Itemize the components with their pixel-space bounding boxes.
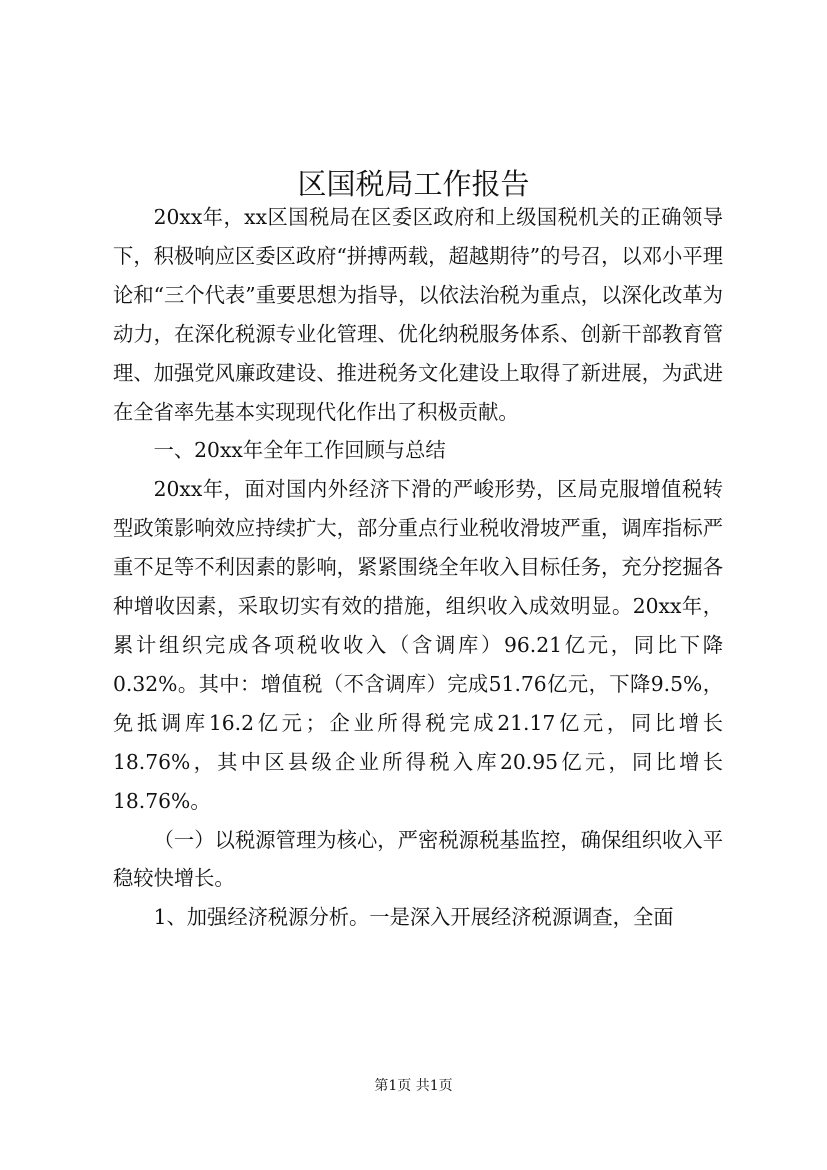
document-title: 区国税局工作报告 [297,167,530,202]
page-footer: 第1页 共1页 [374,1078,453,1094]
item-1-paragraph: 1、加强经济税源分析。一是深入开展经济税源调查，全面 [153,905,674,930]
intro-paragraph: 20xx年，xx区国税局在区委区政府和上级国税机关的正确领导下，积极响应区委区政府“拼搏两载，超越期待”的号召，以邓小平理论和“三个代表”重要思想为指导，以依法治税为重点，以深化改革为动力，在深化税源专业化管理、优化纳税服务体系、创新干部教育管理、加强党风廉政建设、推进税务文化建设上取得了新进展，为武进在全省率先基本实现现代化作出了积极贡献。 [113,205,723,424]
subsection-heading-tax-source: （一）以税源管理为核心，严密税源税基监控，确保组织收入平稳较快增长。 [113,827,723,891]
revenue-summary-paragraph: 20xx年，面对国内外经济下滑的严峻形势，区局克服增值税转型政策影响效应持续扩大，部分重点行业税收滑坡严重，调库指标严重不足等不利因素的影响，紧紧围绕全年收入目标任务，充分挖掘各种增收因素，采取切实有效的措施，组织收入成效明显。20xx年，累计组织完成各项税收收入（含调库）96.21亿元，同比下降0.32%。其中：增值税（不含调库）完成51.76亿元，下降9.5%，免抵调库16.2亿元；企业所得税完成21.17亿元，同比增长18.76%，其中区县级企业所得税入库20.95亿元，同比增长18.76%。 [113,477,723,813]
section-heading-review: 一、20xx年全年工作回顾与总结 [153,438,446,463]
document-body [113,198,723,937]
